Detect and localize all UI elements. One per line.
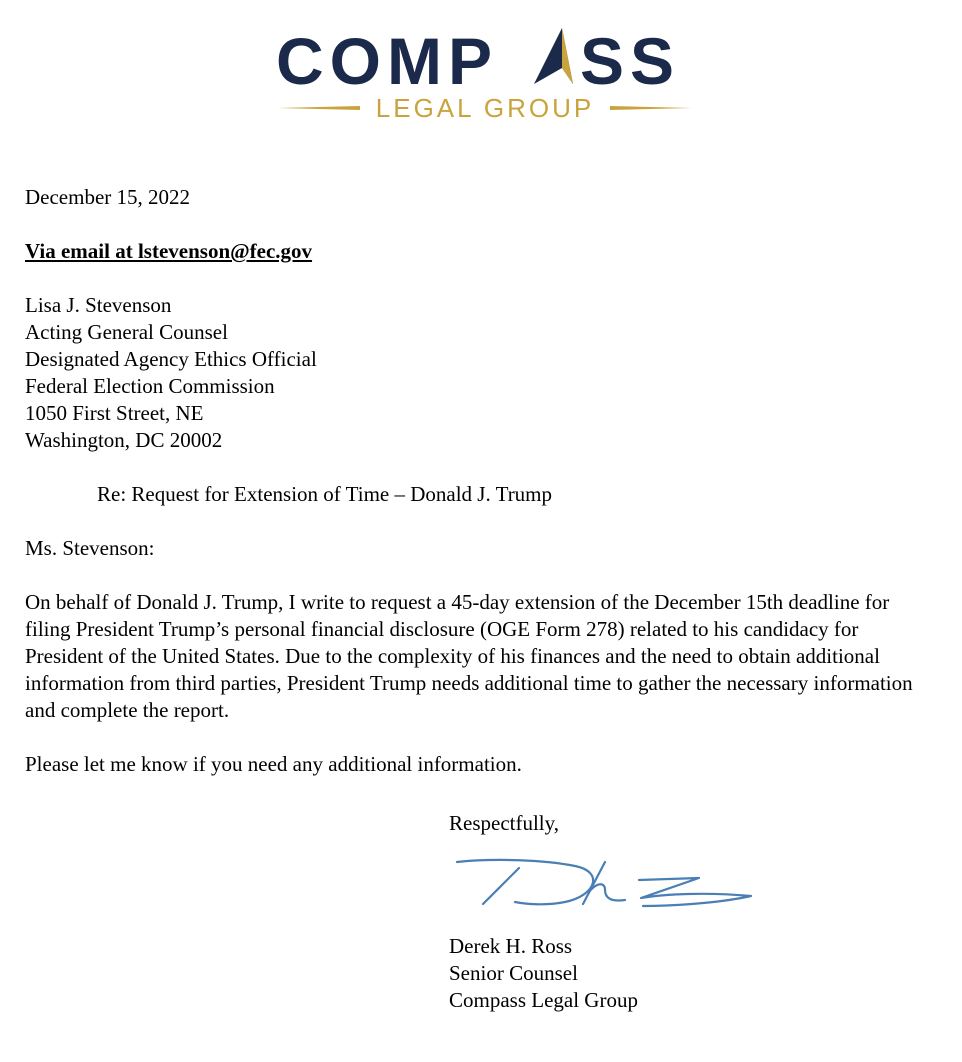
recipient-street: 1050 First Street, NE: [25, 401, 204, 425]
closing-paragraph: Please let me know if you need any additional information.: [25, 752, 522, 776]
recipient-name: Lisa J. Stevenson: [25, 293, 172, 317]
closing: Respectfully,: [449, 811, 560, 835]
signer-firm: Compass Legal Group: [449, 988, 638, 1012]
signer-title: Senior Counsel: [449, 961, 578, 985]
logo-subtitle: LEGAL GROUP: [375, 93, 595, 123]
logo-right-rule: [610, 106, 692, 110]
recipient-role: Designated Agency Ethics Official: [25, 347, 317, 371]
recipient-agency: Federal Election Commission: [25, 374, 275, 398]
salutation: Ms. Stevenson:: [25, 536, 155, 560]
logo-left-rule: [278, 106, 360, 110]
logo-word-right: SS: [580, 24, 681, 98]
letterhead: [0, 0, 962, 130]
recipient-city: Washington, DC 20002: [25, 428, 223, 452]
re-line: Re: Request for Extension of Time – Donald J. Trump: [97, 482, 553, 506]
via-email-line: Via email at lstevenson@fec.gov: [25, 239, 313, 263]
recipient-address: [25, 292, 945, 454]
letter-date: December 15, 2022: [25, 185, 191, 209]
letter-body: [25, 184, 945, 805]
logo-word-left: COMP: [276, 24, 498, 98]
handwritten-signature: [455, 852, 765, 916]
compass-legal-group-logo: [270, 22, 700, 126]
compass-a-icon: [534, 28, 573, 84]
body-paragraph: On behalf of Donald J. Trump, I write to request a 45-day extension of the December 15th deadline for filing President Trump’s personal financial disclosure (OGE Form 278) related to his candidacy for President of the United States. Due to the complexity of his finances and the need to obtain additional information from third parties, President Trump needs additional time to gather the necessary information and complete the report.: [25, 590, 913, 722]
signer-block: [449, 933, 638, 1014]
signer-name: Derek H. Ross: [449, 934, 573, 958]
recipient-title: Acting General Counsel: [25, 320, 228, 344]
